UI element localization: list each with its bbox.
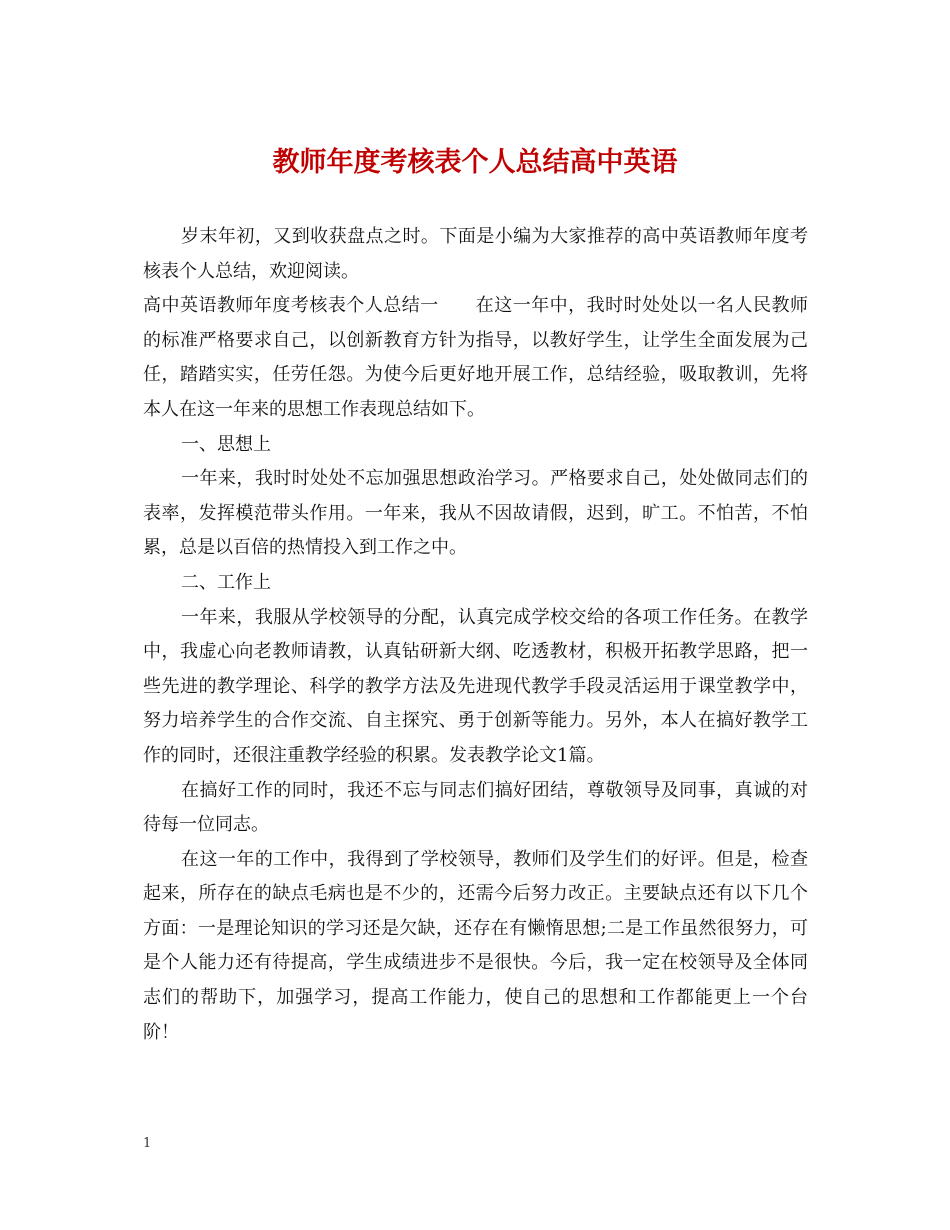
- conclusion-paragraph: 在这一年的工作中，我得到了学校领导，教师们及学生们的好评。但是，检查起来，所存在的缺点毛病也是不少的，还需今后努力改正。主要缺点还有以下几个方面：一是理论知识的学习还是欠缺，还存在有懒惰思想;二是工作虽然很努力，可是个人能力还有待提高，学生成绩进步不是很快。今后，我一定在校领导及全体同志们的帮助下，加强学习，提高工作能力，使自己的思想和工作都能更上一个台阶！: [143, 848, 808, 1043]
- section-heading-work: 二、工作上: [181, 571, 271, 593]
- unity-paragraph: 在搞好工作的同时，我还不忘与同志们搞好团结，尊敬领导及同事，真诚的对待每一位同志。: [143, 779, 808, 836]
- summary-opening-paragraph: 高中英语教师年度考核表个人总结一 在这一年中，我时时处处以一名人民教师的标准严格要求自己，以创新教育方针为指导，以教好学生，让学生全面发展为己任，踏踏实实，任劳任怨。为使今后更好地开展工作，总结经验，吸取教训，先将本人在这一年来的思想工作表现总结如下。: [143, 295, 808, 420]
- page-number: 1: [143, 1136, 152, 1151]
- thought-paragraph: 一年来，我时时处处不忘加强思想政治学习。严格要求自己，处处做同志们的表率，发挥模范带头作用。一年来，我从不因故请假，迟到，旷工。不怕苦，不怕累，总是以百倍的热情投入到工作之中。: [143, 468, 808, 559]
- intro-paragraph: 岁末年初，又到收获盘点之时。下面是小编为大家推荐的高中英语教师年度考核表个人总结，欢迎阅读。: [143, 226, 808, 282]
- document-body: [143, 220, 808, 1050]
- page-title: 教师年度考核表个人总结高中英语: [272, 147, 678, 178]
- work-paragraph: 一年来，我服从学校领导的分配，认真完成学校交给的各项工作任务。在教学中，我虚心向老教师请教，认真钻研新大纲、吃透教材，积极开拓教学思路，把一些先进的教学理论、科学的教学方法及先进现代教学手段灵活运用于课堂教学中，努力培养学生的合作交流、自主探究、勇于创新等能力。另外，本人在搞好教学工作的同时，还很注重教学经验的积累。发表教学论文1篇。: [143, 606, 808, 766]
- section-heading-thought: 一、思想上: [181, 433, 271, 455]
